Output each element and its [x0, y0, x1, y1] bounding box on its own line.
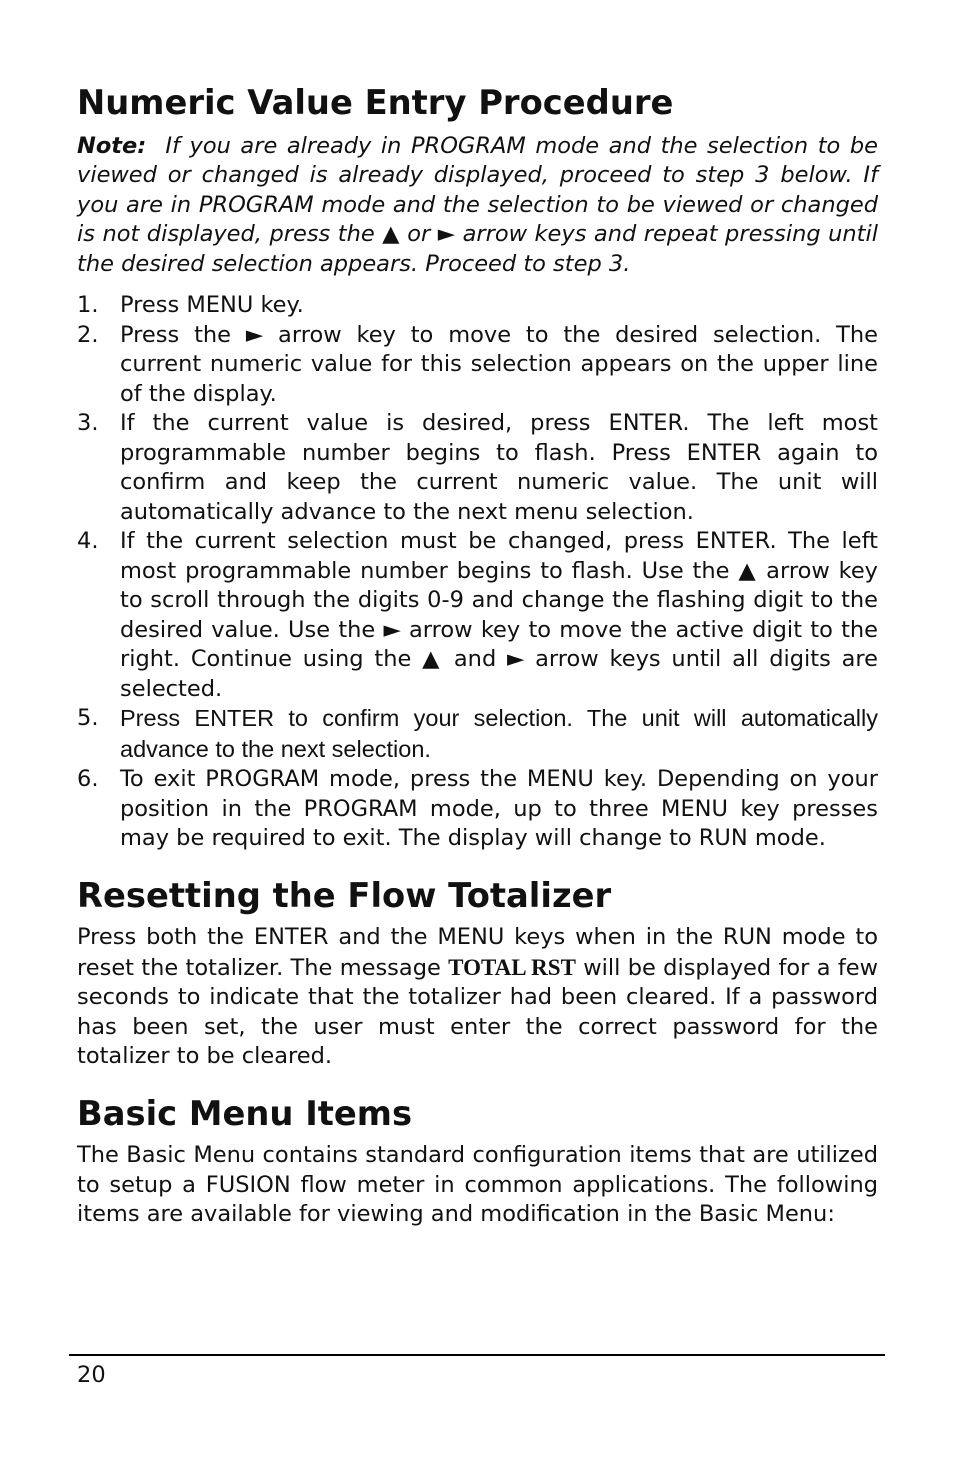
step-text: Press ENTER to confirm your selection. The unit will automatically advance to the next selection. — [120, 705, 878, 762]
step-number: 3. — [77, 410, 99, 436]
footer-divider — [69, 1354, 885, 1356]
section-heading-basic-menu: Basic Menu Items — [77, 1093, 413, 1133]
reset-text-after: will be displayed for a few seconds to indicate that the totalizer had been cleared. If a password has been set, the user must enter the correct password for the totalizer to be cleared. — [77, 954, 879, 1069]
step-number: 6. — [77, 766, 99, 792]
steps-list — [77, 291, 878, 854]
document-page — [77, 83, 879, 1230]
display-message: TOTAL RST — [448, 954, 576, 980]
step-number: 1. — [77, 292, 99, 318]
step-number: 4. — [77, 528, 99, 554]
list-item — [77, 765, 878, 854]
section-heading-reset-totalizer: Resetting the Flow Totalizer — [77, 875, 612, 915]
section-heading-numeric-entry: Numeric Value Entry Procedure — [77, 83, 674, 122]
reset-totalizer-paragraph — [77, 923, 878, 1072]
note-paragraph — [77, 132, 878, 280]
note-label: Note: — [77, 132, 147, 159]
list-item — [77, 321, 878, 410]
list-item — [77, 704, 878, 765]
list-item — [77, 291, 878, 321]
step-number: 2. — [77, 321, 99, 348]
reset-text-before: Press both the ENTER and the MENU keys when in the RUN mode to reset the totalizer. The message — [77, 924, 878, 981]
step-text: To exit PROGRAM mode, press the MENU key. Depending on your position in the PROGRAM mode, up to three MENU key presses may be required to exit. The display will change to RUN mode. — [120, 766, 878, 851]
step-text: Press the ► arrow key to move to the desired selection. The current numeric value for this selection appears on the upper line of the display. — [120, 321, 878, 407]
basic-menu-paragraph: The Basic Menu contains standard configuration items that are utilized to setup a FUSION flow meter in common applications. The following items are available for viewing and modification in the Basic Menu: — [77, 1142, 878, 1227]
list-item — [77, 409, 878, 527]
step-text: If the current selection must be changed, press ENTER. The left most programmable number begins to flash. Use the ▲ arrow key to scroll through the digits 0-9 and change the flashing digit to the desired value. Use the ► arrow key to move the active digit to the right. Continue using the ▲ and ► arrow keys until all digits are selected. — [120, 528, 878, 702]
step-number: 5. — [77, 705, 99, 731]
page-number: 20 — [77, 1362, 106, 1388]
step-text: If the current value is desired, press ENTER. The left most programmable number begins to flash. Press ENTER again to confirm and keep the current numeric value. The unit will automatically advance to the next menu selection. — [120, 410, 878, 525]
note-text: If you are already in PROGRAM mode and the selection to be viewed or changed is already displayed, proceed to step 3 below. If you are in PROGRAM mode and the selection to be viewed or changed is not displayed, press the ▲ or ► arrow keys and repeat pressing until the desired selection appears. Proceed to step 3. — [77, 132, 878, 277]
step-text: Press MENU key. — [120, 292, 304, 318]
list-item — [77, 527, 878, 704]
